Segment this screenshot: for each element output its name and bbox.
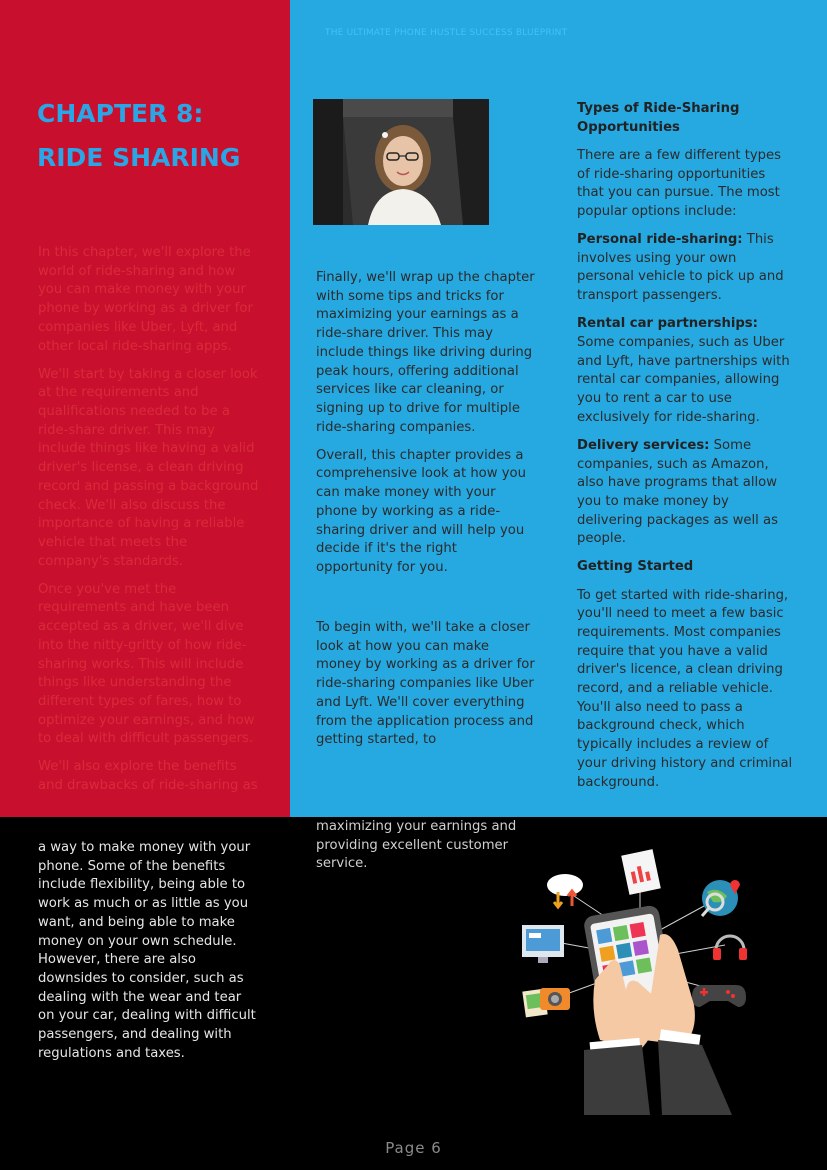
section-heading: Getting Started (577, 559, 694, 575)
phone-apps-illustration (510, 840, 760, 1115)
chapter-name: RIDE SHARING (37, 143, 241, 172)
camera-photo-icon (522, 988, 570, 1017)
paragraph: Once you've met the requirements and have been accepted as a driver, we'll dive into the nitty-gritty of how ride-sharing works. This will include things like understanding the different types of fares, how to optimize your earnings, and how to deal with difficult passengers. (38, 581, 255, 747)
list-item: Rental car partnerships: Some companies, such as Uber and Lyft, have partnerships with rental car companies, allowing you to rent a car to use exclusively for ride-sharing. (577, 316, 790, 425)
bottom-left-column (38, 839, 260, 1073)
globe-location-icon (702, 880, 740, 916)
paragraph: Overall, this chapter provides a comprehensive look at how you can make money with your phone by working as a ride-sharing driver and will help you decide if it's the right opportunity for you. (316, 447, 526, 575)
paragraph: maximizing your earnings and providing excellent customer service. (316, 819, 517, 872)
chapter-number: CHAPTER 8: (37, 99, 204, 128)
document-chart-icon (621, 849, 661, 895)
right-column (577, 100, 793, 802)
middle-bottom-column (316, 818, 536, 884)
paragraph: There are a few different types of ride-sharing opportunities that you can pursue. The most popular options include: (577, 147, 782, 219)
paragraph: Finally, we'll wrap up the chapter with some tips and tricks for maximizing your earnings as a ride-share driver. This may include things like driving during peak hours, offering additional services like car cleaning, or signing up to drive for multiple ride-sharing companies. (316, 270, 535, 435)
middle-column-continued (316, 619, 536, 759)
paragraph: To get started with ride-sharing, you'll need to meet a few basic requirements. Most companies require that you have a valid driver's licence, a clean driving record, and a reliable vehicle. You'll also need to pass a background check, which typically includes a review of your driving history and criminal background. (577, 587, 793, 790)
headphones-icon (713, 936, 747, 960)
list-item: Personal ride-sharing: This involves using your own personal vehicle to pick up and transport passengers. (577, 232, 784, 304)
monitor-icon (522, 925, 564, 963)
page-number: Page 6 (385, 1139, 442, 1157)
section-heading: Types of Ride-Sharing Opportunities (577, 101, 740, 135)
paragraph: We'll also explore the benefits and drawbacks of ride-sharing as (38, 759, 258, 794)
middle-column (316, 269, 536, 587)
paragraph: To begin with, we'll take a closer look at how you can make money by working as a driver for ride-sharing companies like Uber and Lyft. We'll cover everything from the application process and getting started, to (316, 620, 535, 748)
paragraph: In this chapter, we'll explore the world of ride-sharing and how you can make money with your phone by working as a driver for companies like Uber, Lyft, and other local ride-sharing apps. (38, 245, 253, 354)
gamepad-icon (692, 985, 746, 1007)
running-header: THE ULTIMATE PHONE HUSTLE SUCCESS BLUEPRINT (325, 28, 568, 38)
smartphone-hands-icon (583, 904, 732, 1115)
cloud-icon (547, 874, 583, 907)
chapter-title (37, 92, 240, 180)
paragraph: We'll start by taking a closer look at the requirements and qualifications needed to be a ride-share driver. This may include things like having a valid driver's license, a clean driving record and passing a background check. We'll also discuss the importance of having a reliable vehicle that meets the company's standards. (38, 366, 259, 569)
paragraph: a way to make money with your phone. Some of the benefits include flexibility, being able to work as much or as little as you want, and being able to make money on your own schedule. However, there are also downsides to consider, such as dealing with the wear and tear on your car, dealing with difficult passengers, and dealing with regulations and taxes. (38, 840, 256, 1061)
list-item: Delivery services: Some companies, such as Amazon, also have programs that allow you to make money by delivering packages as well as people. (577, 437, 778, 547)
driver-photo (313, 99, 489, 225)
red-column (38, 244, 260, 805)
